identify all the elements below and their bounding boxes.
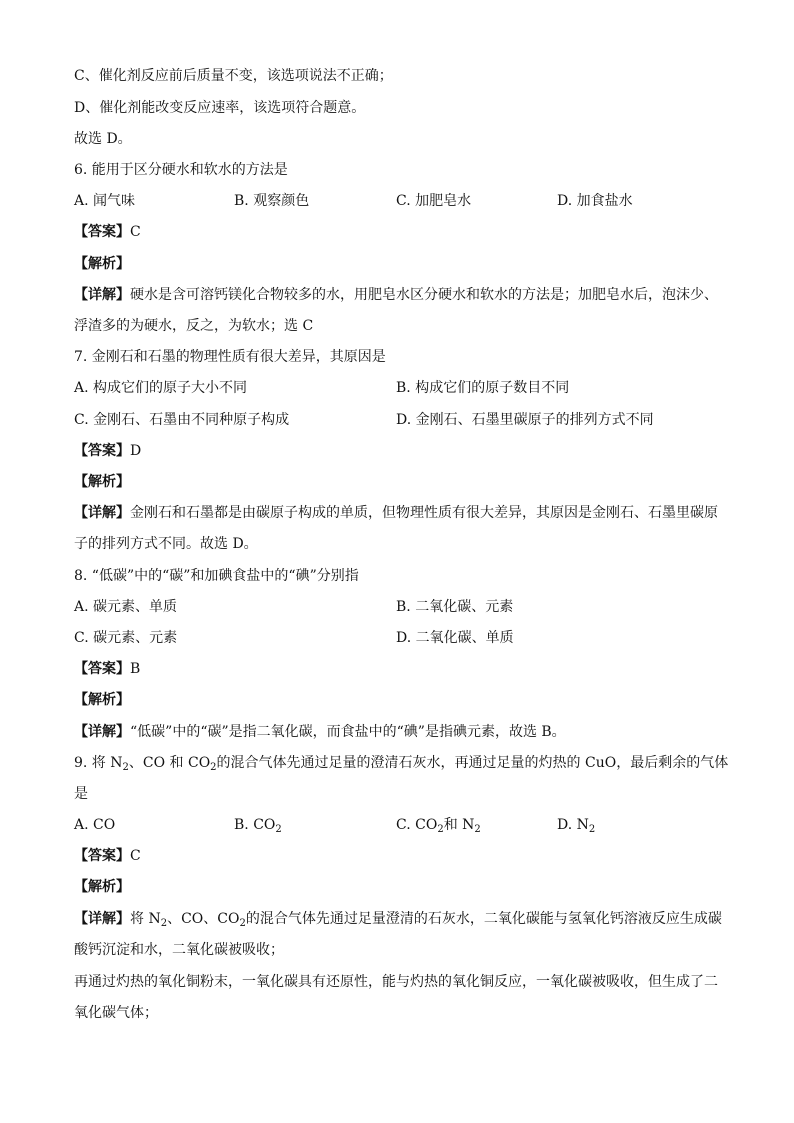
detail-label: 【详解】 [74, 505, 130, 521]
answer-label: 【答案】 [74, 443, 130, 459]
q9-answer-line [74, 846, 141, 866]
subscript: 2 [275, 824, 282, 835]
q8-detail-text-1: “低碳”中的“碳”是指二氧化碳，而食盐中的“碘”是指碘元素，故选 B。 [130, 724, 566, 740]
q8-option-b: B. 二氧化碳、元素 [396, 599, 514, 615]
q7-option-a: A. 构成它们的原子大小不同 [74, 380, 248, 396]
q9-detail-line-2: 酸钙沉淀和水，二氧化碳被吸收； [74, 942, 284, 958]
q8-analysis-label [74, 690, 130, 710]
detail-label: 【详解】 [74, 911, 130, 927]
q9-stem-line-2: 是 [74, 786, 88, 802]
q7-option-d: D. 金刚石、石墨里碳原子的排列方式不同 [396, 412, 654, 428]
q6-detail-text-1: 硬水是含可溶钙镁化合物较多的水，用肥皂水区分硬水和软水的方法是；加肥皂水后，泡沫少、 [130, 287, 718, 303]
analysis-label: 【解析】 [74, 256, 130, 272]
subscript: 2 [474, 824, 481, 835]
q8-detail-line-1 [74, 722, 566, 742]
q9-analysis-label [74, 877, 130, 897]
q7-option-c: C. 金刚石、石墨由不同种原子构成 [74, 412, 290, 428]
detail-label: 【详解】 [74, 724, 130, 740]
q6-stem: 6. 能用于区分硬水和软水的方法是 [74, 162, 288, 178]
subscript: 2 [160, 918, 168, 929]
subscript: 2 [588, 824, 596, 835]
q7-option-b: B. 构成它们的原子数目不同 [396, 380, 570, 396]
subscript: 2 [122, 762, 129, 773]
q9-stem-part: 的混合气体先通过足量的澄清石灰水，再通过足量的灼热的 CuO，最后剩余的气体 [216, 755, 729, 771]
q7-analysis-label [74, 472, 130, 492]
q6-detail-line-2: 浮渣多的为硬水，反之，为软水；选 C [74, 318, 314, 334]
q8-answer: B [130, 661, 141, 677]
q9-detail-part: 的混合气体先通过足量澄清的石灰水，二氧化碳能与氢氧化钙溶液反应生成碳 [245, 911, 722, 927]
q9-option-a: A. CO [74, 817, 116, 833]
q8-stem: 8. “低碳”中的“碳”和加碘食盐中的“碘”分别指 [74, 568, 359, 584]
q6-answer-line [74, 222, 141, 242]
prev-option-c-explanation: C、催化剂反应前后质量不变，该选项说法不正确； [74, 68, 393, 84]
q8-option-d: D. 二氧化碳、单质 [396, 630, 514, 646]
q9-detail-line-4: 氧化碳气体； [74, 1005, 158, 1021]
answer-label: 【答案】 [74, 848, 130, 864]
q9-option-c [396, 815, 481, 835]
detail-label: 【详解】 [74, 287, 130, 303]
q9-option-b [234, 815, 282, 835]
analysis-label: 【解析】 [74, 879, 130, 895]
q9-option-c-text: 和 N [443, 817, 475, 833]
q7-answer: D [130, 443, 142, 459]
q6-detail-line-1 [74, 285, 718, 305]
subscript: 2 [239, 918, 246, 929]
q9-detail-part: 、CO、CO [167, 911, 240, 927]
q6-answer: C [130, 224, 141, 240]
q9-detail-line-3: 再通过灼热的氧化铜粉末，一氧化碳具有还原性，能与灼热的氧化铜反应，一氧化碳被吸收，但生成了二 [74, 974, 718, 990]
prev-choice: 故选 D。 [74, 131, 132, 147]
q9-option-c-text: C. CO [396, 817, 438, 833]
q6-option-b: B. 观察颜色 [234, 193, 310, 209]
subscript: 2 [210, 762, 217, 773]
analysis-label: 【解析】 [74, 474, 130, 490]
q7-detail-text-1: 金刚石和石墨都是由碳原子构成的单质，但物理性质有很大差异，其原因是金刚石、石墨里碳原 [130, 505, 718, 521]
q7-stem: 7. 金刚石和石墨的物理性质有很大差异，其原因是 [74, 349, 386, 365]
analysis-label: 【解析】 [74, 692, 130, 708]
q9-stem-line-1 [74, 753, 728, 773]
q6-analysis-label [74, 254, 130, 274]
q8-option-a: A. 碳元素、单质 [74, 599, 178, 615]
q9-stem-part: 9. 将 N [74, 755, 123, 771]
q9-answer: C [130, 848, 141, 864]
prev-option-d-explanation: D、催化剂能改变反应速率，该选项符合题意。 [74, 100, 366, 116]
q6-option-d: D. 加食盐水 [557, 193, 633, 209]
q8-option-c: C. 碳元素、元素 [74, 630, 178, 646]
subscript: 2 [437, 824, 444, 835]
q9-stem-part: 、CO 和 CO [128, 755, 211, 771]
q8-answer-line [74, 659, 140, 679]
q7-detail-line-1 [74, 503, 718, 523]
q6-option-c: C. 加肥皂水 [396, 193, 472, 209]
q6-option-a: A. 闻气味 [74, 193, 136, 209]
answer-label: 【答案】 [74, 661, 130, 677]
q9-option-d-text: D. N [557, 817, 589, 833]
answer-label: 【答案】 [74, 224, 130, 240]
q7-answer-line [74, 441, 141, 461]
q9-detail-part: 将 N [130, 911, 161, 927]
q7-detail-line-2: 子的排列方式不同。故选 D。 [74, 536, 258, 552]
q9-detail-line-1 [74, 909, 722, 929]
q9-option-b-text: B. CO [234, 817, 276, 833]
q9-option-d [557, 815, 595, 835]
